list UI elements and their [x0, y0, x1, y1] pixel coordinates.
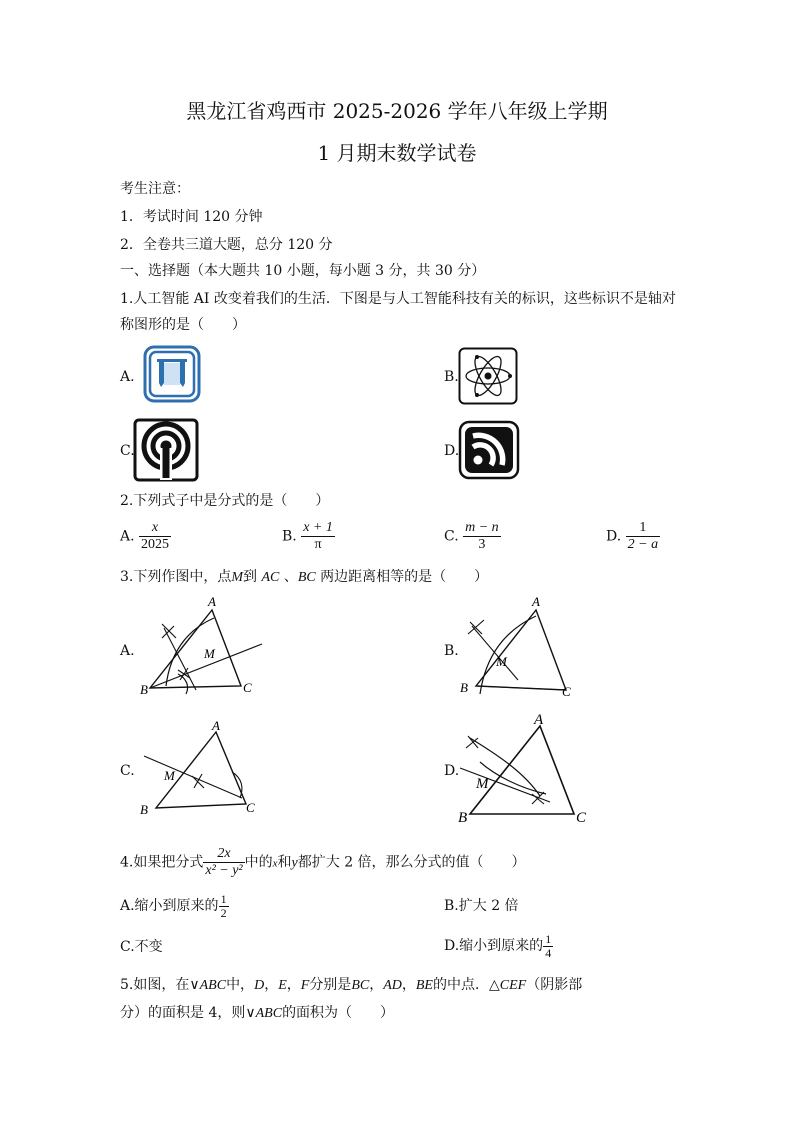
label-b: B — [140, 682, 148, 697]
q1-stem-line-1: 1.人工智能 AI 改变着我们的生活．下图是与人工智能科技有关的标识，这些标识不是轴对 — [120, 291, 676, 307]
numerator: 1 — [626, 520, 660, 537]
q4-option-a-text: A.缩小到原来的 — [120, 898, 219, 914]
segment-ac: AC — [261, 570, 280, 585]
q2-option-c-fraction — [463, 520, 501, 553]
notice-heading: 考生注意： — [120, 181, 190, 197]
notice-item-2: 2．全卷共三道大题，总分 120 分 — [120, 237, 333, 253]
label-b: B — [140, 802, 148, 817]
q4-option-d-fraction — [543, 933, 553, 960]
q3-option-a-label: A. — [120, 643, 135, 659]
q2-option-a-fraction — [139, 520, 171, 553]
q3-stem-prefix: 3.下列作图中，点 — [120, 569, 232, 585]
q5-stem-line-1: 5.如图，在∨ABC中，D，E，F分别是BC，AD，BE的中点．△CEF（阴影部 — [120, 977, 583, 993]
point-f: F — [300, 978, 310, 993]
q5-text: 的面积为（ ） — [282, 1005, 395, 1021]
q5-text: 5.如图，在 — [120, 977, 190, 993]
q3-figure-c — [138, 718, 268, 822]
q5-stem-line-2 — [120, 1004, 394, 1023]
q2-option-d — [606, 520, 660, 553]
label-a: A — [212, 718, 220, 733]
denominator: π — [314, 537, 322, 552]
rss-feed-icon — [458, 420, 520, 480]
segment-ad: AD — [383, 978, 402, 993]
q2-option-d-label: D. — [606, 528, 622, 545]
denominator: 4 — [545, 945, 552, 960]
q3-option-c-label: C. — [120, 763, 135, 779]
q3-figure-d — [456, 710, 596, 830]
q2-option-a-label: A. — [120, 528, 135, 545]
denominator: 2 — [220, 905, 227, 920]
q1-option-c-label: C. — [120, 443, 135, 459]
q2-option-a — [120, 520, 171, 553]
label-m: M — [496, 654, 507, 669]
q1-option-a-label: A. — [120, 369, 135, 385]
q4-option-a — [120, 892, 229, 920]
q3-figure-a — [138, 594, 268, 704]
q4-option-d-text: D.缩小到原来的 — [444, 938, 544, 954]
point-e: E — [278, 978, 287, 993]
title-line-1: 黑龙江省鸡西市 2025-2026 学年八年级上学期 — [186, 99, 608, 123]
q3-option-b-label: B. — [444, 643, 459, 659]
label-c: C — [243, 680, 252, 695]
section-heading: 一、选择题（本大题共 10 小题，每小题 3 分，共 30 分） — [120, 263, 486, 279]
segment-be: BE — [415, 978, 433, 993]
numerator: m − n — [465, 520, 499, 535]
denominator: 2 − a — [627, 537, 659, 552]
q4-and: 和 — [277, 854, 292, 871]
q4-fraction — [203, 846, 244, 879]
q2-option-b-label: B. — [282, 528, 297, 545]
q4-suffix: 都扩大 2 倍，那么分式的值（ ） — [297, 854, 526, 871]
numerator: 2x — [203, 846, 244, 863]
numerator: x + 1 — [303, 520, 333, 535]
label-m: M — [204, 646, 215, 661]
numerator: 1 — [220, 891, 227, 906]
q5-text: 中， — [226, 977, 255, 993]
q4-option-c: C.不变 — [120, 939, 163, 955]
q3-to: 到 — [243, 569, 258, 585]
title-line-2: 1 月期末数学试卷 — [317, 141, 477, 165]
q2-option-d-fraction — [626, 520, 660, 553]
triangle-abc: ∨ABC — [245, 1006, 283, 1021]
triangle-abc: ∨ABC — [189, 978, 227, 993]
q3-figure-b — [456, 594, 586, 704]
q5-text: 的中点． — [432, 977, 489, 993]
label-c: C — [246, 800, 255, 815]
label-c: C — [562, 684, 571, 699]
var-y: y — [291, 855, 298, 871]
label-c: C — [576, 810, 587, 826]
numerator: 1 — [545, 931, 552, 946]
q4-option-a-fraction — [219, 893, 229, 920]
q2-option-b-fraction — [301, 520, 335, 553]
q5-text: 分）的面积是 4，则 — [120, 1005, 246, 1021]
point-d: D — [254, 978, 265, 993]
q1-option-d-label: D. — [444, 443, 460, 459]
q3-stem — [120, 568, 488, 587]
atom-logo-icon — [458, 347, 518, 405]
label-b: B — [458, 810, 468, 826]
label-a: A — [534, 712, 544, 728]
q4-prefix: 4.如果把分式 — [120, 854, 204, 871]
var-x: x — [272, 857, 278, 870]
denominator: 3 — [478, 537, 486, 552]
denominator: 2025 — [141, 537, 170, 552]
construction-arc — [480, 616, 536, 694]
segment-bc: BC — [297, 570, 316, 585]
q3-sep: 、 — [283, 569, 298, 585]
triangle — [476, 610, 566, 690]
q5-text: （阴影部 — [526, 977, 583, 993]
triangle-cef: △CEF — [488, 978, 527, 993]
q5-text: 分别是 — [309, 977, 352, 993]
q2-stem: 2.下列式子中是分式的是（ ） — [120, 493, 330, 509]
label-m: M — [164, 768, 175, 783]
podcast-logo-icon — [133, 418, 199, 482]
triangle — [150, 610, 241, 688]
construction-line — [460, 768, 550, 802]
q1-stem-line-2: 称图形的是（ ） — [120, 317, 246, 333]
label-a: A — [532, 594, 540, 609]
label-a: A — [208, 594, 216, 609]
label-m: M — [476, 776, 489, 792]
denominator: x² − y² — [205, 863, 243, 878]
segment-bc: BC — [351, 978, 370, 993]
q4-mid: 中的 — [244, 854, 273, 871]
construction-line — [472, 626, 518, 680]
q2-option-c-label: C. — [444, 528, 459, 545]
numerator: x — [139, 520, 171, 537]
q2-option-b — [282, 520, 335, 553]
q4-stem — [120, 846, 526, 880]
point-m: M — [231, 570, 244, 585]
triangle — [470, 726, 574, 814]
q1-option-b-label: B. — [444, 369, 459, 385]
notice-item-1: 1．考试时间 120 分钟 — [120, 209, 263, 225]
curtain-logo-icon — [143, 345, 201, 403]
q4-option-d — [444, 932, 553, 960]
q2-option-c — [444, 520, 501, 553]
q3-option-d-label: D. — [444, 763, 460, 779]
q3-stem-suffix: 两边距离相等的是（ ） — [320, 569, 489, 585]
label-b: B — [460, 680, 468, 695]
q4-option-b: B.扩大 2 倍 — [444, 898, 519, 914]
